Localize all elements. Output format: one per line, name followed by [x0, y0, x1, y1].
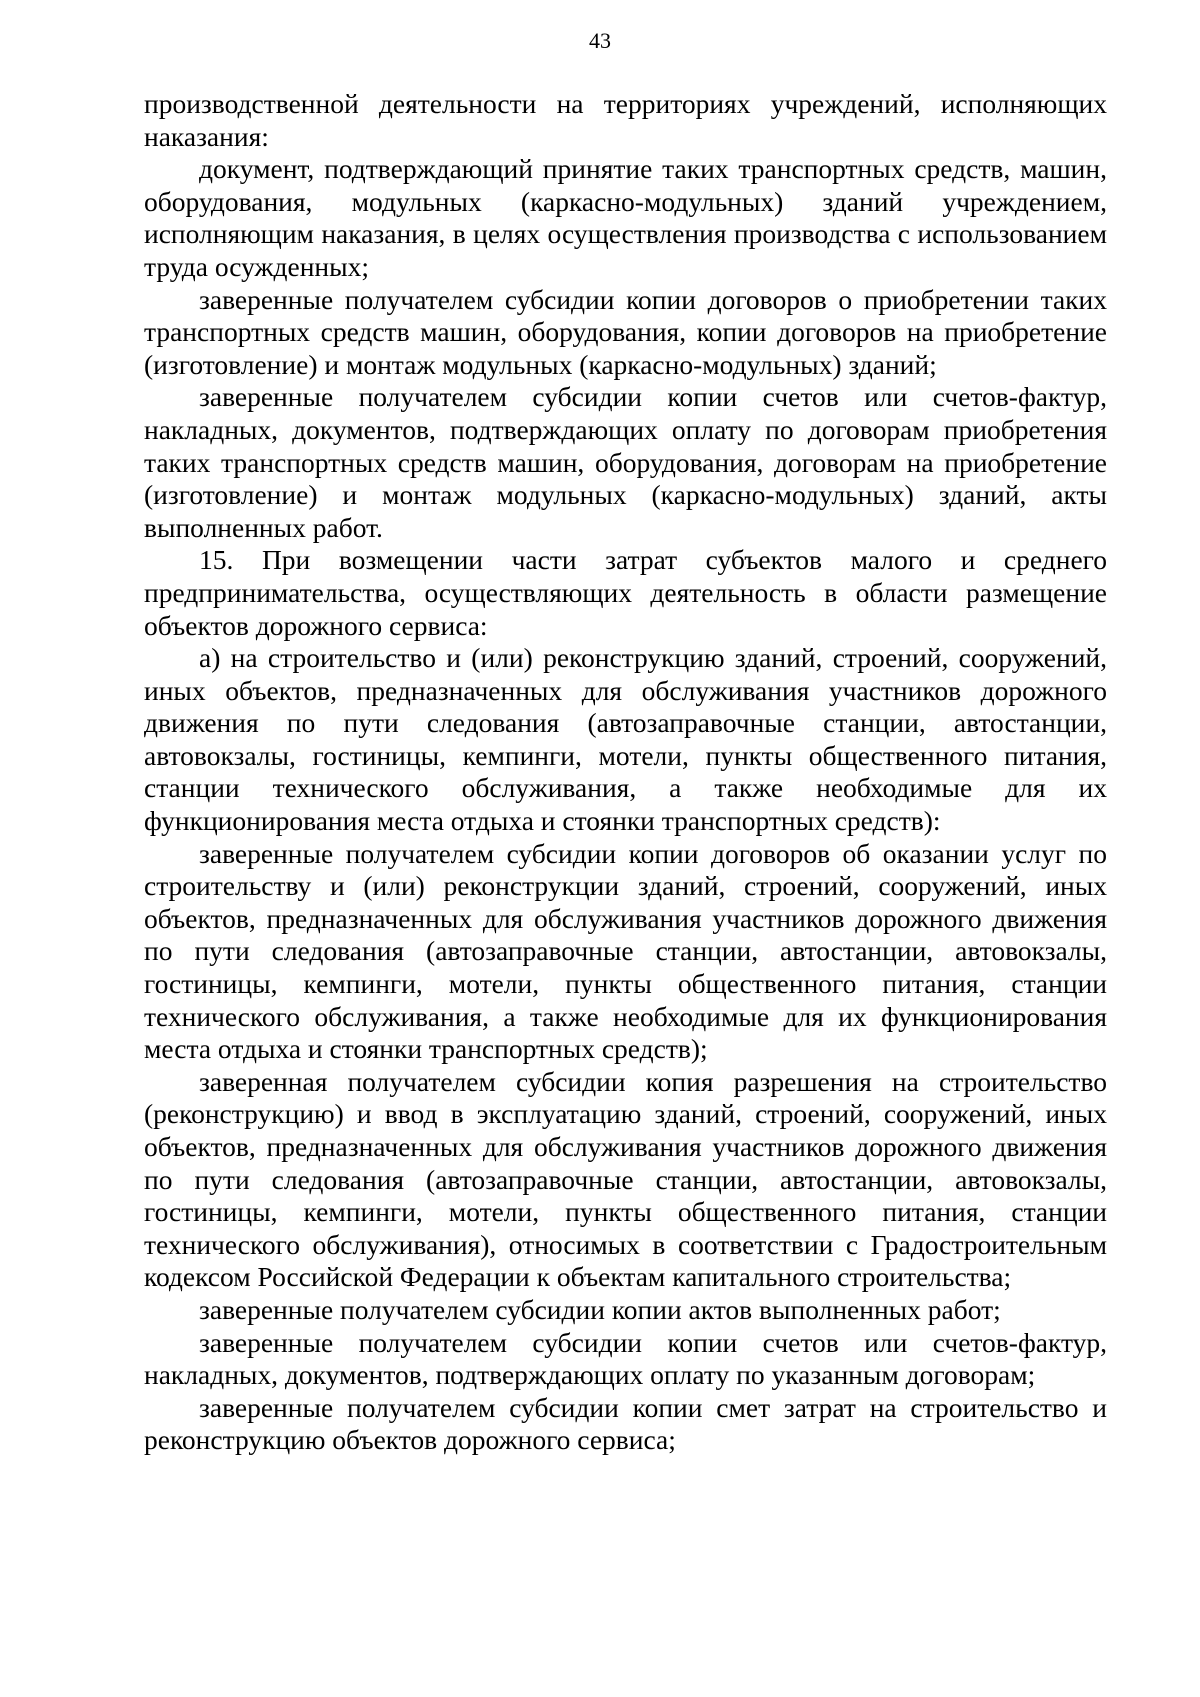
page-number: 43 [589, 28, 611, 53]
document-body [144, 88, 1107, 1457]
paragraph-construction-permit: заверенная получателем субсидии копия разрешения на строительство (реконструкцию) и ввод в эксплуатацию зданий, строений, сооружений, иных объектов, предназначенных для обслуживания участников дорожного движения по пути следования (автозаправочные станции, автостанции, автовокзалы, гостиницы, кемпинги, мотели, пункты общественного питания, станции технического обслуживания), относимых в соответствии с Градостроительным кодексом Российской Федерации к объектам капитального строительства; [144, 1065, 1107, 1293]
paragraph-continuation: производственной деятельности на территориях учреждений, исполняющих наказания: [144, 88, 1107, 152]
paragraph-purchase-contracts: заверенные получателем субсидии копии договоров о приобретении таких транспортных средств машин, оборудования, копии договоров на приобретение (изготовление) и монтаж модульных (каркасно-модульных) зданий; [144, 283, 1107, 380]
paragraph-subsection-a: а) на строительство и (или) реконструкцию зданий, строений, сооружений, иных объектов, предназначенных для обслуживания участников дорожного движения по пути следования (автозаправочные станции, автостанции, автовокзалы, гостиницы, кемпинги, мотели, пункты общественного питания, станции технического обслуживания, а также необходимые для их функционирования места отдыха и стоянки транспортных средств): [144, 642, 1107, 837]
paragraph-work-acts: заверенные получателем субсидии копии актов выполненных работ; [199, 1293, 1001, 1325]
paragraph-acceptance-document: документ, подтверждающий принятие таких транспортных средств, машин, оборудования, модульных (каркасно-модульных) зданий учреждением, исполняющим наказания, в целях осуществления производства с использованием труда осужденных; [144, 153, 1107, 282]
paragraph-cost-estimates: заверенные получателем субсидии копии смет затрат на строительство и реконструкцию объектов дорожного сервиса; [144, 1391, 1107, 1456]
paragraph-invoices: заверенные получателем субсидии копии счетов или счетов-фактур, накладных, документов, подтверждающих оплату по договорам приобретения таких транспортных средств машин, оборудования, договорам на приобретение (изготовление) и монтаж модульных (каркасно-модульных) зданий, акты выполненных работ. [144, 381, 1107, 543]
paragraph-payment-documents: заверенные получателем субсидии копии счетов или счетов-фактур, накладных, документов, подтверждающих оплату по указанным договорам; [144, 1326, 1107, 1391]
paragraph-service-contracts: заверенные получателем субсидии копии договоров об оказании услуг по строительству и (или) реконструкции зданий, строений, сооружений, иных объектов, предназначенных для обслуживания участников дорожного движения по пути следования (автозаправочные станции, автостанции, автовокзалы, гостиницы, кемпинги, мотели, пункты общественного питания, станции технического обслуживания, а также необходимые для их функционирования места отдыха и стоянки транспортных средств); [144, 837, 1107, 1065]
paragraph-section-15: 15. При возмещении части затрат субъектов малого и среднего предпринимательства, осуществляющих деятельность в области размещение объектов дорожного сервиса: [144, 544, 1107, 641]
